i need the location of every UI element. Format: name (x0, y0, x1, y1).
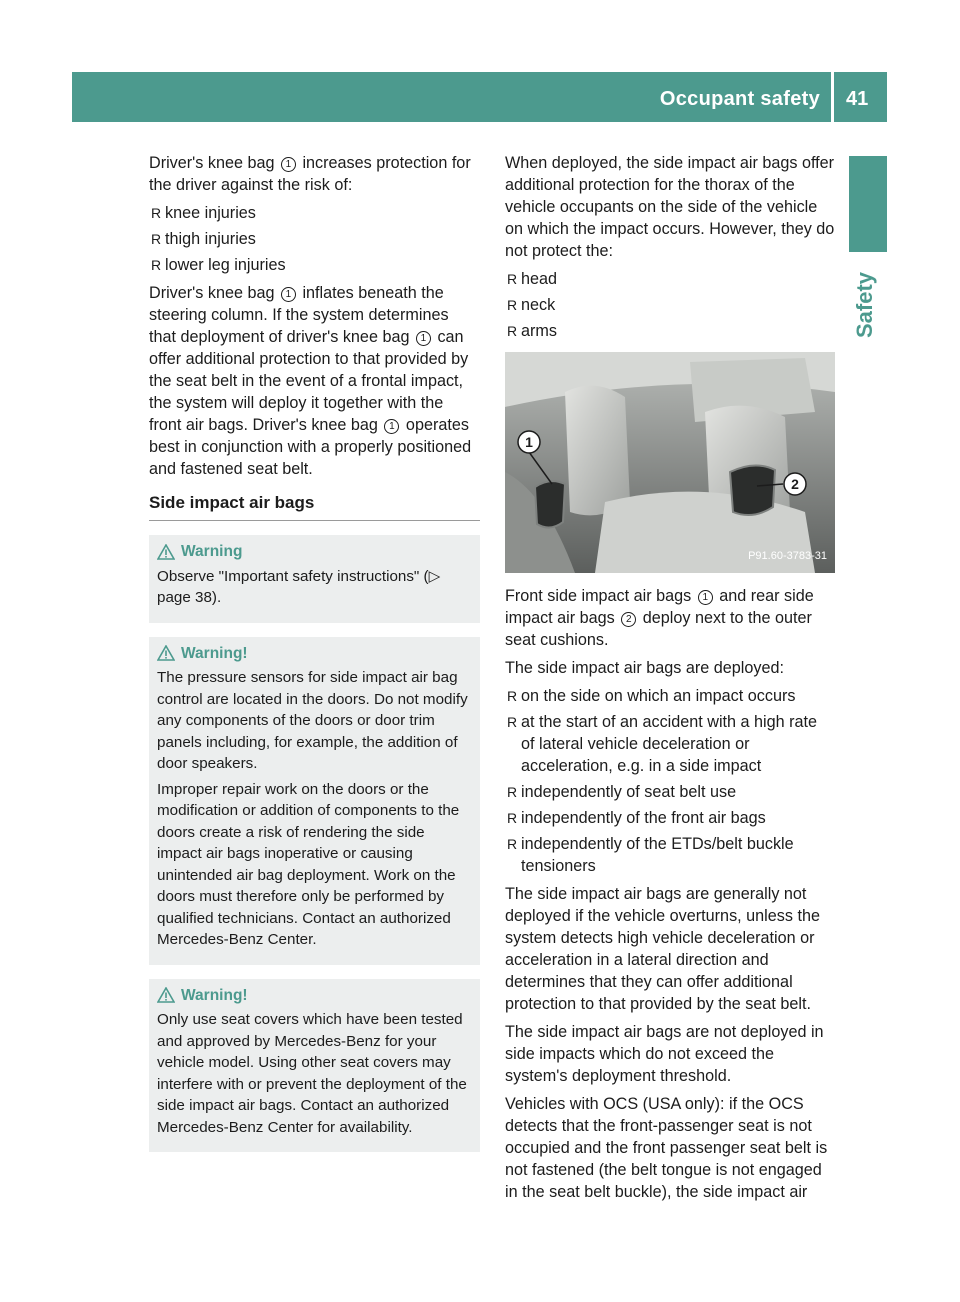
warning-box (149, 637, 480, 965)
list-item: R independently of the front air bags (505, 807, 835, 829)
threshold-paragraph: The side impact air bags are not deployed in side impacts which do not exceed the system's deployment threshold. (505, 1023, 824, 1085)
callout-2-icon: 2 (621, 612, 636, 627)
list-item: R on the side on which an impact occurs (505, 685, 835, 707)
ocs-paragraph: Vehicles with OCS (USA only): if the OCS detects that the front-passenger seat is not occupied and the front passenger seat belt is not fastened (the belt tongue is not engaged in the seat belt buckle), the side impact air (505, 1095, 828, 1201)
warning-box (149, 535, 480, 623)
list-item: R independently of seat belt use (505, 781, 835, 803)
callout-1-icon: 1 (281, 157, 296, 172)
side-bag-intro: When deployed, the side impact air bags offer additional protection for the thorax of the vehicle occupants on the side of the vehicle on which the impact occurs. However, they do not protect the: (505, 154, 835, 260)
list-item: R lower leg injuries (149, 254, 480, 276)
callout-1-icon: 1 (281, 287, 296, 302)
warning-triangle-icon (157, 544, 175, 560)
figure-callout-1: 1 (525, 434, 533, 450)
callout-1-icon: 1 (384, 419, 399, 434)
list-item: R neck (505, 294, 835, 316)
figure-callout-2: 2 (791, 476, 799, 492)
list-item: R independently of the ETDs/belt buckle tensioners (505, 833, 835, 877)
right-column (505, 152, 835, 1209)
callout-1-icon: 1 (698, 590, 713, 605)
header-separator (831, 72, 834, 122)
interior-illustration (505, 352, 835, 573)
not-protected-list (505, 268, 835, 342)
overturn-paragraph: The side impact air bags are generally not deployed if the vehicle overturns, unless the system detects high vehicle deceleration or acceleration in a lateral direction and determines that they can offer additional protection to that provided by the seat belt. (505, 885, 820, 1013)
warning-title: Warning (181, 543, 243, 560)
page-number: 41 (846, 88, 869, 110)
left-column (149, 152, 480, 1166)
knee-injury-list (149, 202, 480, 276)
section-heading: Side impact air bags (149, 492, 480, 521)
warning-text: Improper repair work on the doors or the modification or addition of components to the doors create a risk of rendering the side impact air bags inoperative or causing unintended air bag deployment. Work on the doors must therefore only be performed by qualified technicians. Contact an authorized Mercedes-Benz Center. (157, 780, 460, 948)
warning-box (149, 979, 480, 1153)
warning-text: The pressure sensors for side impact air bag control are located in the doors. Do not modify any components of the doors or door trim panels including, for example, the addition of door speakers. (157, 669, 468, 772)
deployment-intro: The side impact air bags are deployed: (505, 659, 784, 677)
warning-triangle-icon (157, 645, 175, 661)
knee-bag-deployment: Driver's knee bag 1 inflates beneath the steering column. If the system determines that deployment of driver's knee bag 1 can offer additional protection to that provided by the seat belt in the event of a frontal impact, the system will deploy it together with the front air bags. Driver's knee bag 1 operates best in conjunction with a properly positioned and fastened seat belt. (149, 284, 472, 478)
deployment-conditions-list (505, 685, 835, 877)
warning-text: Only use seat covers which have been tested and approved by Mercedes-Benz for your vehicle model. Using other seat covers may interfere with or prevent the deployment of the side impact air bags. Contact an authorized Mercedes-Benz Center for availability. (157, 1011, 467, 1136)
list-item: R at the start of an accident with a high rate of lateral vehicle deceleration or acceleration, e.g. in a side impact (505, 711, 835, 777)
list-item: R head (505, 268, 835, 290)
figure-code: P91.60-3783-31 (748, 550, 827, 562)
list-item: R thigh injuries (149, 228, 480, 250)
warning-title: Warning! (181, 644, 248, 662)
bag-locations: Front side impact air bags 1 and rear side impact air bags 2 deploy next to the outer seat cushions. (505, 587, 814, 649)
header-title: Occupant safety (659, 88, 820, 110)
section-tab-block (849, 156, 887, 252)
list-item: R knee injuries (149, 202, 480, 224)
vehicle-interior-figure (505, 352, 835, 573)
warning-text: Observe "Important safety instructions" (▷ page 38). (157, 567, 441, 606)
warning-title: Warning! (181, 986, 248, 1004)
knee-bag-intro: Driver's knee bag 1 increases protection for the driver against the risk of: (149, 154, 471, 194)
callout-1-icon: 1 (416, 331, 431, 346)
list-item: R arms (505, 320, 835, 342)
warning-triangle-icon (157, 987, 175, 1003)
section-tab-label: Safety (852, 271, 877, 338)
